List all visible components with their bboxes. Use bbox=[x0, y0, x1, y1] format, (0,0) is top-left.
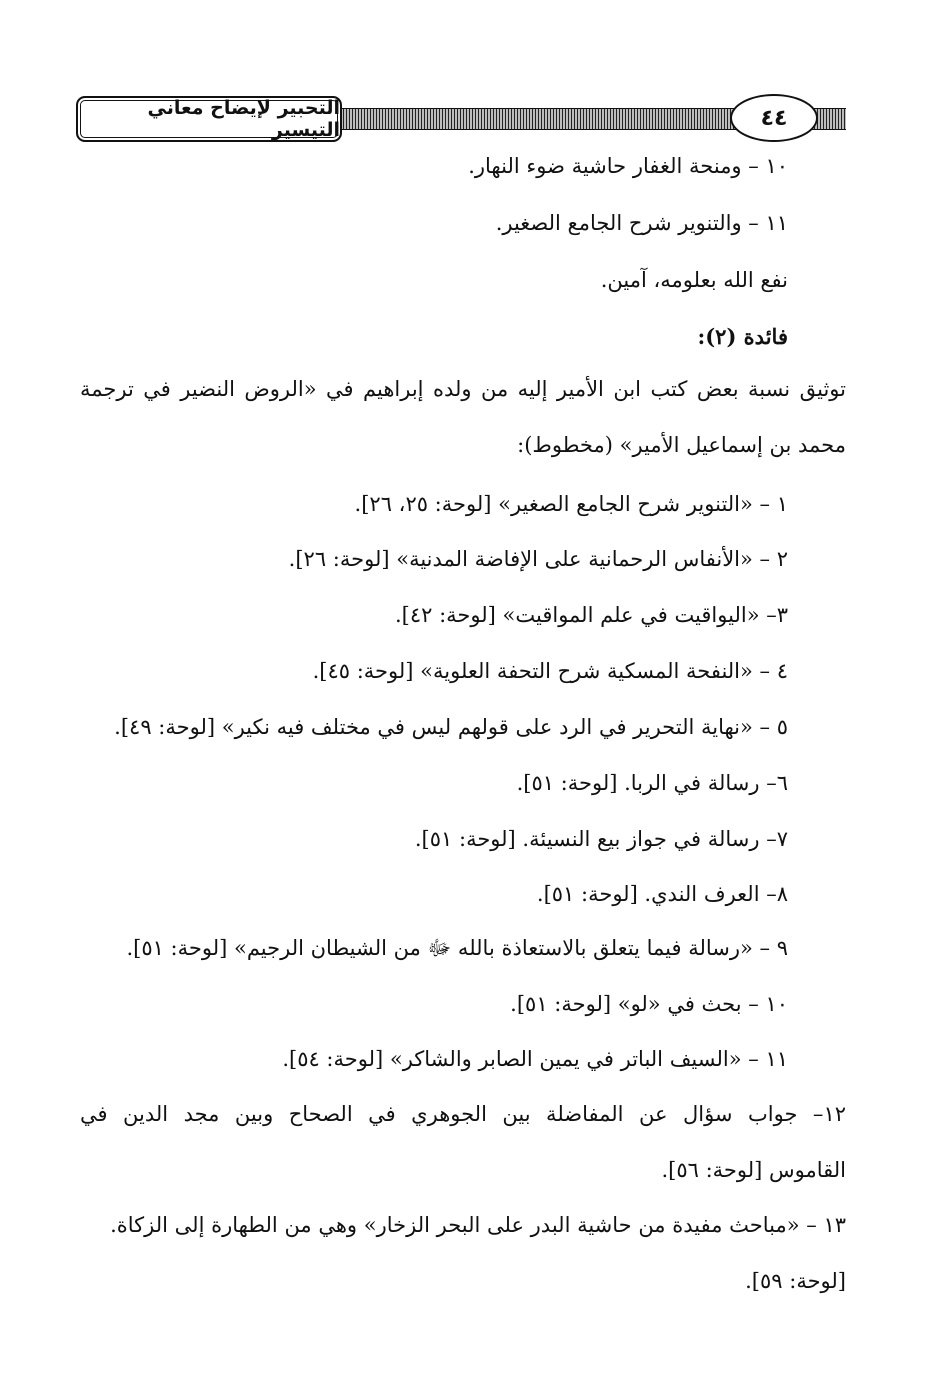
list-item: ٣– «اليواقيت في علم المواقيت» [لوحة: ٤٢]. bbox=[394, 603, 788, 627]
closing-prayer: نفع الله بعلومه، آمين. bbox=[600, 268, 788, 292]
list-item: ١٢– جواب سؤال عن المفاضلة بين الجوهري في الصحاح وبين مجد الدين في bbox=[80, 1102, 846, 1126]
list-item: ١١ – والتنوير شرح الجامع الصغير. bbox=[495, 211, 788, 235]
paragraph-line: محمد بن إسماعيل الأمير» (مخطوط): bbox=[517, 433, 846, 457]
list-item: ١٠ – بحث في «لو» [لوحة: ٥١]. bbox=[510, 992, 788, 1016]
list-item: ٥ – «نهاية التحرير في الرد على قولهم ليس في مختلف فيه نكير» [لوحة: ٤٩]. bbox=[114, 715, 788, 739]
paragraph-line: توثيق نسبة بعض كتب ابن الأمير إليه من ولده إبراهيم في «الروض النضير في ترجمة bbox=[80, 377, 846, 401]
list-item: ٤ – «النفحة المسكية شرح التحفة العلوية» [لوحة: ٤٥]. bbox=[312, 659, 788, 683]
book-title: التحبير لإيضاح معاني التيسير bbox=[147, 97, 340, 141]
list-item: ٢ – «الأنفاس الرحمانية على الإفاضة المدنية» [لوحة: ٢٦]. bbox=[288, 547, 788, 571]
list-item: ١٠ – ومنحة الغفار حاشية ضوء النهار. bbox=[468, 154, 788, 178]
page-number-text: ٤٤ bbox=[760, 105, 788, 131]
list-item: ٦– رسالة في الربا. [لوحة: ٥١]. bbox=[516, 771, 788, 795]
list-item: ١ – «التنوير شرح الجامع الصغير» [لوحة: ٢٥، ٢٦]. bbox=[354, 492, 788, 516]
list-item: ١٣ – «مباحث مفيدة من حاشية البدر على البحر الزخار» وهي من الطهارة إلى الزكاة. bbox=[110, 1213, 846, 1237]
list-item: ٩ – «رسالة فيما يتعلق بالاستعاذة بالله ﷻ من الشيطان الرجيم» [لوحة: ٥١]. bbox=[126, 936, 788, 960]
running-header bbox=[76, 94, 846, 142]
list-item: ١١ – «السيف الباتر في يمين الصابر والشاكر» [لوحة: ٥٤]. bbox=[282, 1047, 788, 1071]
list-item: ٨– العرف الندي. [لوحة: ٥١]. bbox=[536, 882, 788, 906]
section-heading: فائدة (٢): bbox=[697, 324, 788, 349]
list-item: ٧– رسالة في جواز بيع النسيئة. [لوحة: ٥١]. bbox=[414, 827, 788, 851]
list-item-continuation: القاموس [لوحة: ٥٦]. bbox=[661, 1158, 846, 1182]
book-title-box bbox=[76, 96, 342, 142]
page-number bbox=[730, 94, 818, 142]
list-item-continuation: [لوحة: ٥٩]. bbox=[745, 1269, 846, 1293]
